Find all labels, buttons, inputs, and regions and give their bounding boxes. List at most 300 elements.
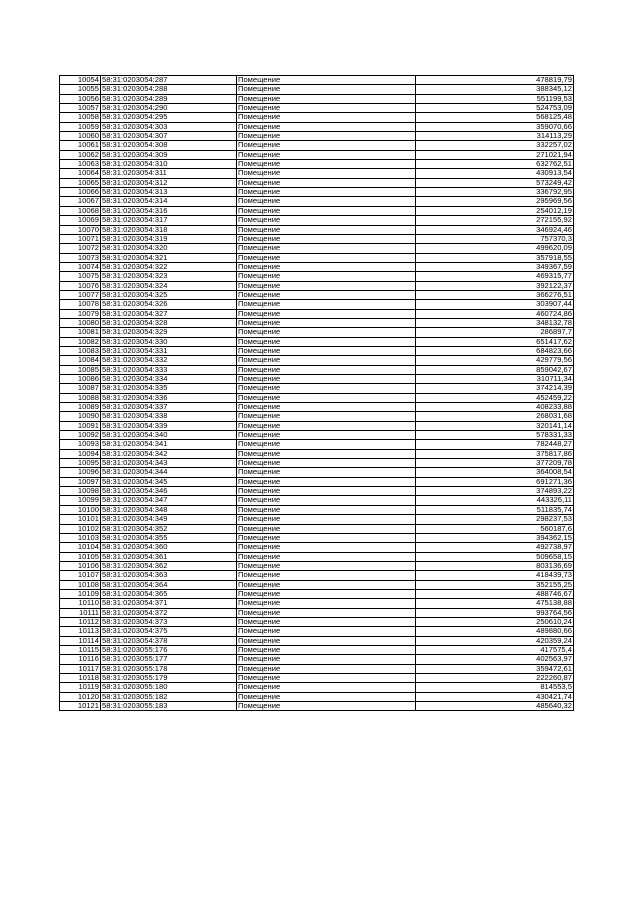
table-row	[60, 281, 574, 290]
row-number-cell: 10120	[60, 692, 101, 701]
cadastral-number-cell: 58:31:0203054:310	[101, 160, 237, 169]
object-type-cell: Помещение	[237, 309, 416, 318]
cadastral-value-cell: 359070,66	[416, 122, 574, 131]
row-number-cell: 10061	[60, 141, 101, 150]
cadastral-value-cell: 364008,54	[416, 468, 574, 477]
table-row	[60, 169, 574, 178]
object-type-cell: Помещение	[237, 477, 416, 486]
table-row	[60, 627, 574, 636]
object-type-cell: Помещение	[237, 552, 416, 561]
cadastral-number-cell: 58:31:0203055:177	[101, 655, 237, 664]
cadastral-number-cell: 58:31:0203054:328	[101, 318, 237, 327]
row-number-cell: 10102	[60, 524, 101, 533]
row-number-cell: 10116	[60, 655, 101, 664]
object-type-cell: Помещение	[237, 160, 416, 169]
table-row	[60, 459, 574, 468]
object-type-cell: Помещение	[237, 225, 416, 234]
row-number-cell: 10091	[60, 421, 101, 430]
cadastral-number-cell: 58:31:0203054:290	[101, 104, 237, 113]
table-row	[60, 113, 574, 122]
object-type-cell: Помещение	[237, 132, 416, 141]
row-number-cell: 10103	[60, 533, 101, 542]
object-type-cell: Помещение	[237, 431, 416, 440]
object-type-cell: Помещение	[237, 197, 416, 206]
table-row	[60, 393, 574, 402]
object-type-cell: Помещение	[237, 533, 416, 542]
row-number-cell: 10060	[60, 132, 101, 141]
object-type-cell: Помещение	[237, 692, 416, 701]
object-type-cell: Помещение	[237, 627, 416, 636]
table-row	[60, 431, 574, 440]
table-row	[60, 683, 574, 692]
cadastral-value-cell: 359472,61	[416, 664, 574, 673]
object-type-cell: Помещение	[237, 375, 416, 384]
row-number-cell: 10062	[60, 150, 101, 159]
cadastral-number-cell: 58:31:0203055:183	[101, 702, 237, 711]
table-row	[60, 253, 574, 262]
cadastral-value-cell: 357918,55	[416, 253, 574, 262]
table-row	[60, 589, 574, 598]
row-number-cell: 10110	[60, 599, 101, 608]
cadastral-value-cell: 509658,15	[416, 552, 574, 561]
table-row	[60, 365, 574, 374]
object-type-cell: Помещение	[237, 253, 416, 262]
table-row	[60, 403, 574, 412]
object-type-cell: Помещение	[237, 272, 416, 281]
cadastral-number-cell: 58:31:0203054:372	[101, 608, 237, 617]
cadastral-number-cell: 58:31:0203054:317	[101, 216, 237, 225]
object-type-cell: Помещение	[237, 655, 416, 664]
cadastral-value-cell: 394362,15	[416, 533, 574, 542]
cadastral-value-cell: 452459,22	[416, 393, 574, 402]
row-number-cell: 10105	[60, 552, 101, 561]
table-row	[60, 178, 574, 187]
table-row	[60, 533, 574, 542]
row-number-cell: 10104	[60, 543, 101, 552]
cadastral-number-cell: 58:31:0203054:308	[101, 141, 237, 150]
cadastral-value-cell: 485640,32	[416, 702, 574, 711]
object-type-cell: Помещение	[237, 617, 416, 626]
cadastral-value-cell: 286897,7	[416, 328, 574, 337]
row-number-cell: 10083	[60, 346, 101, 355]
object-type-cell: Помещение	[237, 188, 416, 197]
row-number-cell: 10092	[60, 431, 101, 440]
table-row	[60, 262, 574, 271]
object-type-cell: Помещение	[237, 318, 416, 327]
cadastral-value-cell: 814553,5	[416, 683, 574, 692]
cadastral-number-cell: 58:31:0203054:325	[101, 290, 237, 299]
table-row	[60, 122, 574, 131]
cadastral-value-cell: 488746,67	[416, 589, 574, 598]
row-number-cell: 10094	[60, 449, 101, 458]
cadastral-value-cell: 632762,51	[416, 160, 574, 169]
row-number-cell: 10067	[60, 197, 101, 206]
object-type-cell: Помещение	[237, 421, 416, 430]
cadastral-value-cell: 684823,66	[416, 346, 574, 355]
cadastral-number-cell: 58:31:0203054:339	[101, 421, 237, 430]
object-type-cell: Помещение	[237, 505, 416, 514]
cadastral-value-cell: 374893,22	[416, 487, 574, 496]
cadastral-number-cell: 58:31:0203055:180	[101, 683, 237, 692]
cadastral-number-cell: 58:31:0203054:346	[101, 487, 237, 496]
object-type-cell: Помещение	[237, 300, 416, 309]
object-type-cell: Помещение	[237, 571, 416, 580]
cadastral-value-cell: 375817,86	[416, 449, 574, 458]
row-number-cell: 10077	[60, 290, 101, 299]
cadastral-value-cell: 492738,97	[416, 543, 574, 552]
object-type-cell: Помещение	[237, 487, 416, 496]
object-type-cell: Помещение	[237, 234, 416, 243]
table-row	[60, 300, 574, 309]
cadastral-number-cell: 58:31:0203055:178	[101, 664, 237, 673]
object-type-cell: Помещение	[237, 384, 416, 393]
cadastral-number-cell: 58:31:0203054:363	[101, 571, 237, 580]
row-number-cell: 10096	[60, 468, 101, 477]
table-row	[60, 225, 574, 234]
cadastral-number-cell: 58:31:0203054:349	[101, 515, 237, 524]
object-type-cell: Помещение	[237, 356, 416, 365]
row-number-cell: 10112	[60, 617, 101, 626]
cadastral-number-cell: 58:31:0203054:336	[101, 393, 237, 402]
table-row	[60, 645, 574, 654]
cadastral-number-cell: 58:31:0203054:361	[101, 552, 237, 561]
object-type-cell: Помещение	[237, 262, 416, 271]
row-number-cell: 10075	[60, 272, 101, 281]
cadastral-value-cell: 298237,53	[416, 515, 574, 524]
cadastral-number-cell: 58:31:0203054:320	[101, 244, 237, 253]
cadastral-value-cell: 460724,86	[416, 309, 574, 318]
object-type-cell: Помещение	[237, 468, 416, 477]
object-type-cell: Помещение	[237, 449, 416, 458]
row-number-cell: 10086	[60, 375, 101, 384]
cadastral-value-cell: 377209,78	[416, 459, 574, 468]
table-row	[60, 85, 574, 94]
cadastral-number-cell: 58:31:0203054:307	[101, 132, 237, 141]
object-type-cell: Помещение	[237, 290, 416, 299]
cadastral-number-cell: 58:31:0203054:375	[101, 627, 237, 636]
cadastral-value-cell: 511835,74	[416, 505, 574, 514]
cadastral-number-cell: 58:31:0203054:334	[101, 375, 237, 384]
row-number-cell: 10099	[60, 496, 101, 505]
cadastral-number-cell: 58:31:0203055:179	[101, 674, 237, 683]
cadastral-number-cell: 58:31:0203055:176	[101, 645, 237, 654]
table-row	[60, 496, 574, 505]
cadastral-number-cell: 58:31:0203054:327	[101, 309, 237, 318]
cadastral-value-cell: 402563,97	[416, 655, 574, 664]
cadastral-number-cell: 58:31:0203054:373	[101, 617, 237, 626]
cadastral-value-cell: 268031,68	[416, 412, 574, 421]
table-row	[60, 515, 574, 524]
object-type-cell: Помещение	[237, 515, 416, 524]
row-number-cell: 10057	[60, 104, 101, 113]
cadastral-number-cell: 58:31:0203054:371	[101, 599, 237, 608]
table-row	[60, 449, 574, 458]
object-type-cell: Помещение	[237, 599, 416, 608]
table-row	[60, 692, 574, 701]
object-type-cell: Помещение	[237, 122, 416, 131]
table-row	[60, 206, 574, 215]
object-type-cell: Помещение	[237, 94, 416, 103]
row-number-cell: 10063	[60, 160, 101, 169]
object-type-cell: Помещение	[237, 141, 416, 150]
row-number-cell: 10119	[60, 683, 101, 692]
cadastral-number-cell: 58:31:0203054:316	[101, 206, 237, 215]
object-type-cell: Помещение	[237, 85, 416, 94]
cadastral-number-cell: 58:31:0203054:338	[101, 412, 237, 421]
cadastral-value-cell: 349367,59	[416, 262, 574, 271]
cadastral-number-cell: 58:31:0203054:321	[101, 253, 237, 262]
cadastral-number-cell: 58:31:0203055:182	[101, 692, 237, 701]
table-row	[60, 346, 574, 355]
object-type-cell: Помещение	[237, 206, 416, 215]
object-type-cell: Помещение	[237, 664, 416, 673]
cadastral-number-cell: 58:31:0203054:312	[101, 178, 237, 187]
cadastral-value-cell: 757370,3	[416, 234, 574, 243]
table-row	[60, 421, 574, 430]
object-type-cell: Помещение	[237, 76, 416, 85]
cadastral-value-cell: 524753,09	[416, 104, 574, 113]
cadastral-value-cell: 573249,42	[416, 178, 574, 187]
table-row	[60, 608, 574, 617]
cadastral-number-cell: 58:31:0203054:340	[101, 431, 237, 440]
table-row	[60, 356, 574, 365]
table-row	[60, 197, 574, 206]
table-row	[60, 617, 574, 626]
cadastral-value-cell: 469315,77	[416, 272, 574, 281]
row-number-cell: 10101	[60, 515, 101, 524]
cadastral-number-cell: 58:31:0203054:335	[101, 384, 237, 393]
cadastral-value-cell: 691271,36	[416, 477, 574, 486]
row-number-cell: 10065	[60, 178, 101, 187]
table-row	[60, 141, 574, 150]
cadastral-number-cell: 58:31:0203054:331	[101, 346, 237, 355]
cadastral-value-cell: 314113,29	[416, 132, 574, 141]
cadastral-value-cell: 489880,66	[416, 627, 574, 636]
row-number-cell: 10084	[60, 356, 101, 365]
table-row	[60, 132, 574, 141]
table-row	[60, 440, 574, 449]
cadastral-value-cell: 320141,14	[416, 421, 574, 430]
row-number-cell: 10085	[60, 365, 101, 374]
cadastral-number-cell: 58:31:0203054:326	[101, 300, 237, 309]
row-number-cell: 10097	[60, 477, 101, 486]
cadastral-number-cell: 58:31:0203054:288	[101, 85, 237, 94]
object-type-cell: Помещение	[237, 365, 416, 374]
row-number-cell: 10068	[60, 206, 101, 215]
cadastral-number-cell: 58:31:0203054:332	[101, 356, 237, 365]
row-number-cell: 10098	[60, 487, 101, 496]
cadastral-value-cell: 352155,25	[416, 580, 574, 589]
cadastral-value-cell: 443326,11	[416, 496, 574, 505]
table-row	[60, 76, 574, 85]
table-row	[60, 188, 574, 197]
cadastral-number-cell: 58:31:0203054:337	[101, 403, 237, 412]
cadastral-number-cell: 58:31:0203054:364	[101, 580, 237, 589]
cadastral-number-cell: 58:31:0203054:343	[101, 459, 237, 468]
object-type-cell: Помещение	[237, 403, 416, 412]
table-body	[60, 76, 574, 711]
object-type-cell: Помещение	[237, 524, 416, 533]
table-row	[60, 412, 574, 421]
object-type-cell: Помещение	[237, 608, 416, 617]
table-row	[60, 384, 574, 393]
table-row	[60, 664, 574, 673]
table-row	[60, 234, 574, 243]
object-type-cell: Помещение	[237, 328, 416, 337]
row-number-cell: 10081	[60, 328, 101, 337]
cadastral-value-cell: 374214,39	[416, 384, 574, 393]
table-row	[60, 477, 574, 486]
cadastral-value-cell: 348132,78	[416, 318, 574, 327]
row-number-cell: 10056	[60, 94, 101, 103]
cadastral-value-cell: 310711,34	[416, 375, 574, 384]
cadastral-value-cell: 388345,12	[416, 85, 574, 94]
table-row	[60, 599, 574, 608]
cadastral-value-cell: 295969,56	[416, 197, 574, 206]
table-row	[60, 487, 574, 496]
cadastral-value-cell: 272155,92	[416, 216, 574, 225]
table-row	[60, 524, 574, 533]
row-number-cell: 10054	[60, 76, 101, 85]
table-row	[60, 468, 574, 477]
cadastral-number-cell: 58:31:0203054:378	[101, 636, 237, 645]
object-type-cell: Помещение	[237, 561, 416, 570]
row-number-cell: 10071	[60, 234, 101, 243]
table-row	[60, 272, 574, 281]
cadastral-value-cell: 408233,88	[416, 403, 574, 412]
table-row	[60, 636, 574, 645]
cadastral-number-cell: 58:31:0203054:347	[101, 496, 237, 505]
cadastral-number-cell: 58:31:0203054:295	[101, 113, 237, 122]
row-number-cell: 10072	[60, 244, 101, 253]
cadastral-value-cell: 430913,54	[416, 169, 574, 178]
table-row	[60, 328, 574, 337]
cadastral-value-cell: 336792,95	[416, 188, 574, 197]
object-type-cell: Помещение	[237, 674, 416, 683]
table-row	[60, 160, 574, 169]
row-number-cell: 10114	[60, 636, 101, 645]
cadastral-number-cell: 58:31:0203054:345	[101, 477, 237, 486]
cadastral-number-cell: 58:31:0203054:318	[101, 225, 237, 234]
object-type-cell: Помещение	[237, 169, 416, 178]
row-number-cell: 10079	[60, 309, 101, 318]
cadastral-value-cell: 254012,19	[416, 206, 574, 215]
row-number-cell: 10073	[60, 253, 101, 262]
row-number-cell: 10070	[60, 225, 101, 234]
row-number-cell: 10095	[60, 459, 101, 468]
row-number-cell: 10121	[60, 702, 101, 711]
cadastral-value-cell: 551199,53	[416, 94, 574, 103]
row-number-cell: 10082	[60, 337, 101, 346]
row-number-cell: 10111	[60, 608, 101, 617]
cadastral-value-cell: 420359,24	[416, 636, 574, 645]
cadastral-number-cell: 58:31:0203054:309	[101, 150, 237, 159]
cadastral-value-cell: 303907,44	[416, 300, 574, 309]
row-number-cell: 10117	[60, 664, 101, 673]
cadastral-value-cell: 803136,69	[416, 561, 574, 570]
cadastral-number-cell: 58:31:0203054:329	[101, 328, 237, 337]
table-row	[60, 702, 574, 711]
cadastral-value-cell: 417575,4	[416, 645, 574, 654]
cadastral-number-cell: 58:31:0203054:311	[101, 169, 237, 178]
cadastral-number-cell: 58:31:0203054:355	[101, 533, 237, 542]
cadastral-value-cell: 475138,88	[416, 599, 574, 608]
table-row	[60, 571, 574, 580]
cadastral-number-cell: 58:31:0203054:352	[101, 524, 237, 533]
object-type-cell: Помещение	[237, 216, 416, 225]
object-type-cell: Помещение	[237, 104, 416, 113]
row-number-cell: 10055	[60, 85, 101, 94]
table-row	[60, 561, 574, 570]
cadastral-value-cell: 366276,51	[416, 290, 574, 299]
cadastral-value-cell: 859042,67	[416, 365, 574, 374]
table-row	[60, 580, 574, 589]
cadastral-number-cell: 58:31:0203054:289	[101, 94, 237, 103]
cadastral-number-cell: 58:31:0203054:287	[101, 76, 237, 85]
object-type-cell: Помещение	[237, 244, 416, 253]
table-row	[60, 375, 574, 384]
cadastral-number-cell: 58:31:0203054:348	[101, 505, 237, 514]
row-number-cell: 10093	[60, 440, 101, 449]
cadastral-value-cell: 993764,56	[416, 608, 574, 617]
table-row	[60, 244, 574, 253]
table-row	[60, 318, 574, 327]
cadastral-value-cell: 430421,74	[416, 692, 574, 701]
object-type-cell: Помещение	[237, 178, 416, 187]
row-number-cell: 10059	[60, 122, 101, 131]
row-number-cell: 10090	[60, 412, 101, 421]
object-type-cell: Помещение	[237, 150, 416, 159]
cadastral-value-cell: 478819,79	[416, 76, 574, 85]
object-type-cell: Помещение	[237, 589, 416, 598]
cadastral-number-cell: 58:31:0203054:341	[101, 440, 237, 449]
row-number-cell: 10076	[60, 281, 101, 290]
table-row	[60, 337, 574, 346]
object-type-cell: Помещение	[237, 393, 416, 402]
cadastral-number-cell: 58:31:0203054:303	[101, 122, 237, 131]
cadastral-value-cell: 782448,27	[416, 440, 574, 449]
object-type-cell: Помещение	[237, 496, 416, 505]
cadastral-number-cell: 58:31:0203054:342	[101, 449, 237, 458]
cadastral-value-cell: 568125,48	[416, 113, 574, 122]
cadastral-value-cell: 392122,37	[416, 281, 574, 290]
cadastral-value-cell: 429779,56	[416, 356, 574, 365]
table-row	[60, 674, 574, 683]
table-row	[60, 150, 574, 159]
cadastral-number-cell: 58:31:0203054:362	[101, 561, 237, 570]
table-row	[60, 290, 574, 299]
cadastral-value-cell: 271021,94	[416, 150, 574, 159]
object-type-cell: Помещение	[237, 113, 416, 122]
object-type-cell: Помещение	[237, 702, 416, 711]
cadastral-number-cell: 58:31:0203054:365	[101, 589, 237, 598]
table-row	[60, 543, 574, 552]
cadastral-table	[59, 75, 574, 711]
row-number-cell: 10074	[60, 262, 101, 271]
row-number-cell: 10058	[60, 113, 101, 122]
row-number-cell: 10089	[60, 403, 101, 412]
cadastral-value-cell: 560187,6	[416, 524, 574, 533]
cadastral-number-cell: 58:31:0203054:344	[101, 468, 237, 477]
cadastral-number-cell: 58:31:0203054:330	[101, 337, 237, 346]
row-number-cell: 10088	[60, 393, 101, 402]
object-type-cell: Помещение	[237, 645, 416, 654]
cadastral-number-cell: 58:31:0203054:323	[101, 272, 237, 281]
row-number-cell: 10064	[60, 169, 101, 178]
row-number-cell: 10066	[60, 188, 101, 197]
row-number-cell: 10080	[60, 318, 101, 327]
object-type-cell: Помещение	[237, 636, 416, 645]
